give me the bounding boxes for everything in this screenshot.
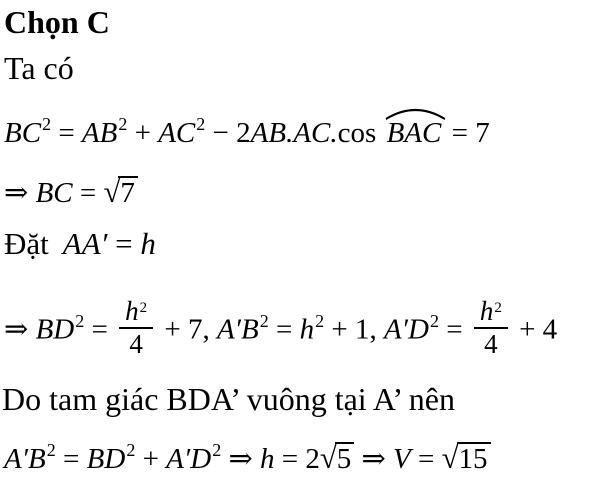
math-term: A′D xyxy=(166,443,212,475)
superscript: 2 xyxy=(126,440,136,460)
fraction-numerator xyxy=(119,298,153,329)
operator: = xyxy=(107,226,141,261)
superscript: 2 xyxy=(494,300,502,316)
operator: + xyxy=(127,117,159,149)
fraction xyxy=(474,298,508,358)
math-term: h xyxy=(299,313,315,346)
superscript: 2 xyxy=(259,310,269,331)
radical-sign-icon: √ xyxy=(103,175,121,209)
math-term: BC xyxy=(35,177,73,209)
operator: = xyxy=(84,313,116,346)
angle-hat-arc-path xyxy=(385,110,444,119)
math-term: AB.AC. xyxy=(250,117,338,149)
angle-name: BAC xyxy=(386,117,442,149)
operator: = xyxy=(55,443,87,475)
math-term: A′D xyxy=(383,313,429,346)
set-label: Đặt xyxy=(4,226,49,261)
equation-final-result xyxy=(4,441,491,476)
math-term: AB xyxy=(81,117,118,149)
operator: = xyxy=(438,313,470,346)
reasoning-text: Do tam giác BDA’ vuông tại A’ nên xyxy=(2,381,455,417)
set-variable-line xyxy=(4,226,156,262)
implies-arrow-icon: ⇒ xyxy=(4,177,36,209)
fraction-numerator xyxy=(474,298,508,329)
angle-hat-arc-icon xyxy=(384,107,447,120)
implies-arrow-icon: ⇒ xyxy=(4,313,36,346)
cosine-function-label: cos xyxy=(337,117,384,149)
operator: + xyxy=(135,443,167,475)
equation-law-of-cosines xyxy=(4,114,490,150)
superscript: 2 xyxy=(429,310,439,331)
math-term: h xyxy=(479,296,494,326)
math-term: A′B xyxy=(216,313,259,346)
superscript: 2 xyxy=(46,440,56,460)
superscript: 2 xyxy=(139,300,148,316)
equation-bc-result xyxy=(4,175,138,210)
radicand: 7 xyxy=(118,176,138,208)
superscript: 2 xyxy=(212,440,222,460)
math-term: V xyxy=(393,443,411,475)
superscript: 2 xyxy=(196,114,206,134)
fraction-denominator: 4 xyxy=(129,329,143,359)
operator: = 2 xyxy=(274,443,320,475)
equation-distances xyxy=(4,296,558,362)
operator: − 2 xyxy=(205,117,251,149)
radical-sign-icon: √ xyxy=(319,441,337,475)
superscript: 2 xyxy=(118,114,128,134)
math-term: BC xyxy=(4,117,42,149)
operator: = xyxy=(410,443,442,475)
radical-sign-icon: √ xyxy=(441,441,459,475)
operator: = 7 xyxy=(444,117,490,149)
operator: = xyxy=(51,117,82,149)
intro-text: Ta có xyxy=(4,50,74,86)
math-term: h xyxy=(260,443,275,475)
implies-arrow-icon: ⇒ xyxy=(354,443,394,475)
math-term: BD xyxy=(86,443,126,475)
math-term: A′B xyxy=(4,443,46,475)
operator: + 7, xyxy=(157,313,217,346)
radicand: 5 xyxy=(335,442,355,474)
superscript: 2 xyxy=(42,114,52,134)
radicand: 15 xyxy=(457,442,491,474)
math-term: h xyxy=(140,226,156,261)
answer-choice-heading: Chọn C xyxy=(4,4,110,40)
superscript: 2 xyxy=(75,310,85,331)
fraction xyxy=(119,298,153,358)
operator: = xyxy=(268,313,300,346)
math-term: h xyxy=(125,296,139,326)
implies-arrow-icon: ⇒ xyxy=(221,443,260,475)
math-term: AC xyxy=(158,117,196,149)
angle-term xyxy=(387,117,442,150)
operator: = xyxy=(72,177,104,209)
fraction-denominator: 4 xyxy=(484,329,498,359)
operator: + 4 xyxy=(511,313,558,346)
operator: + 1, xyxy=(324,313,384,346)
math-term: BD xyxy=(35,313,75,346)
superscript: 2 xyxy=(315,310,325,331)
math-term: AA′ xyxy=(62,226,108,261)
